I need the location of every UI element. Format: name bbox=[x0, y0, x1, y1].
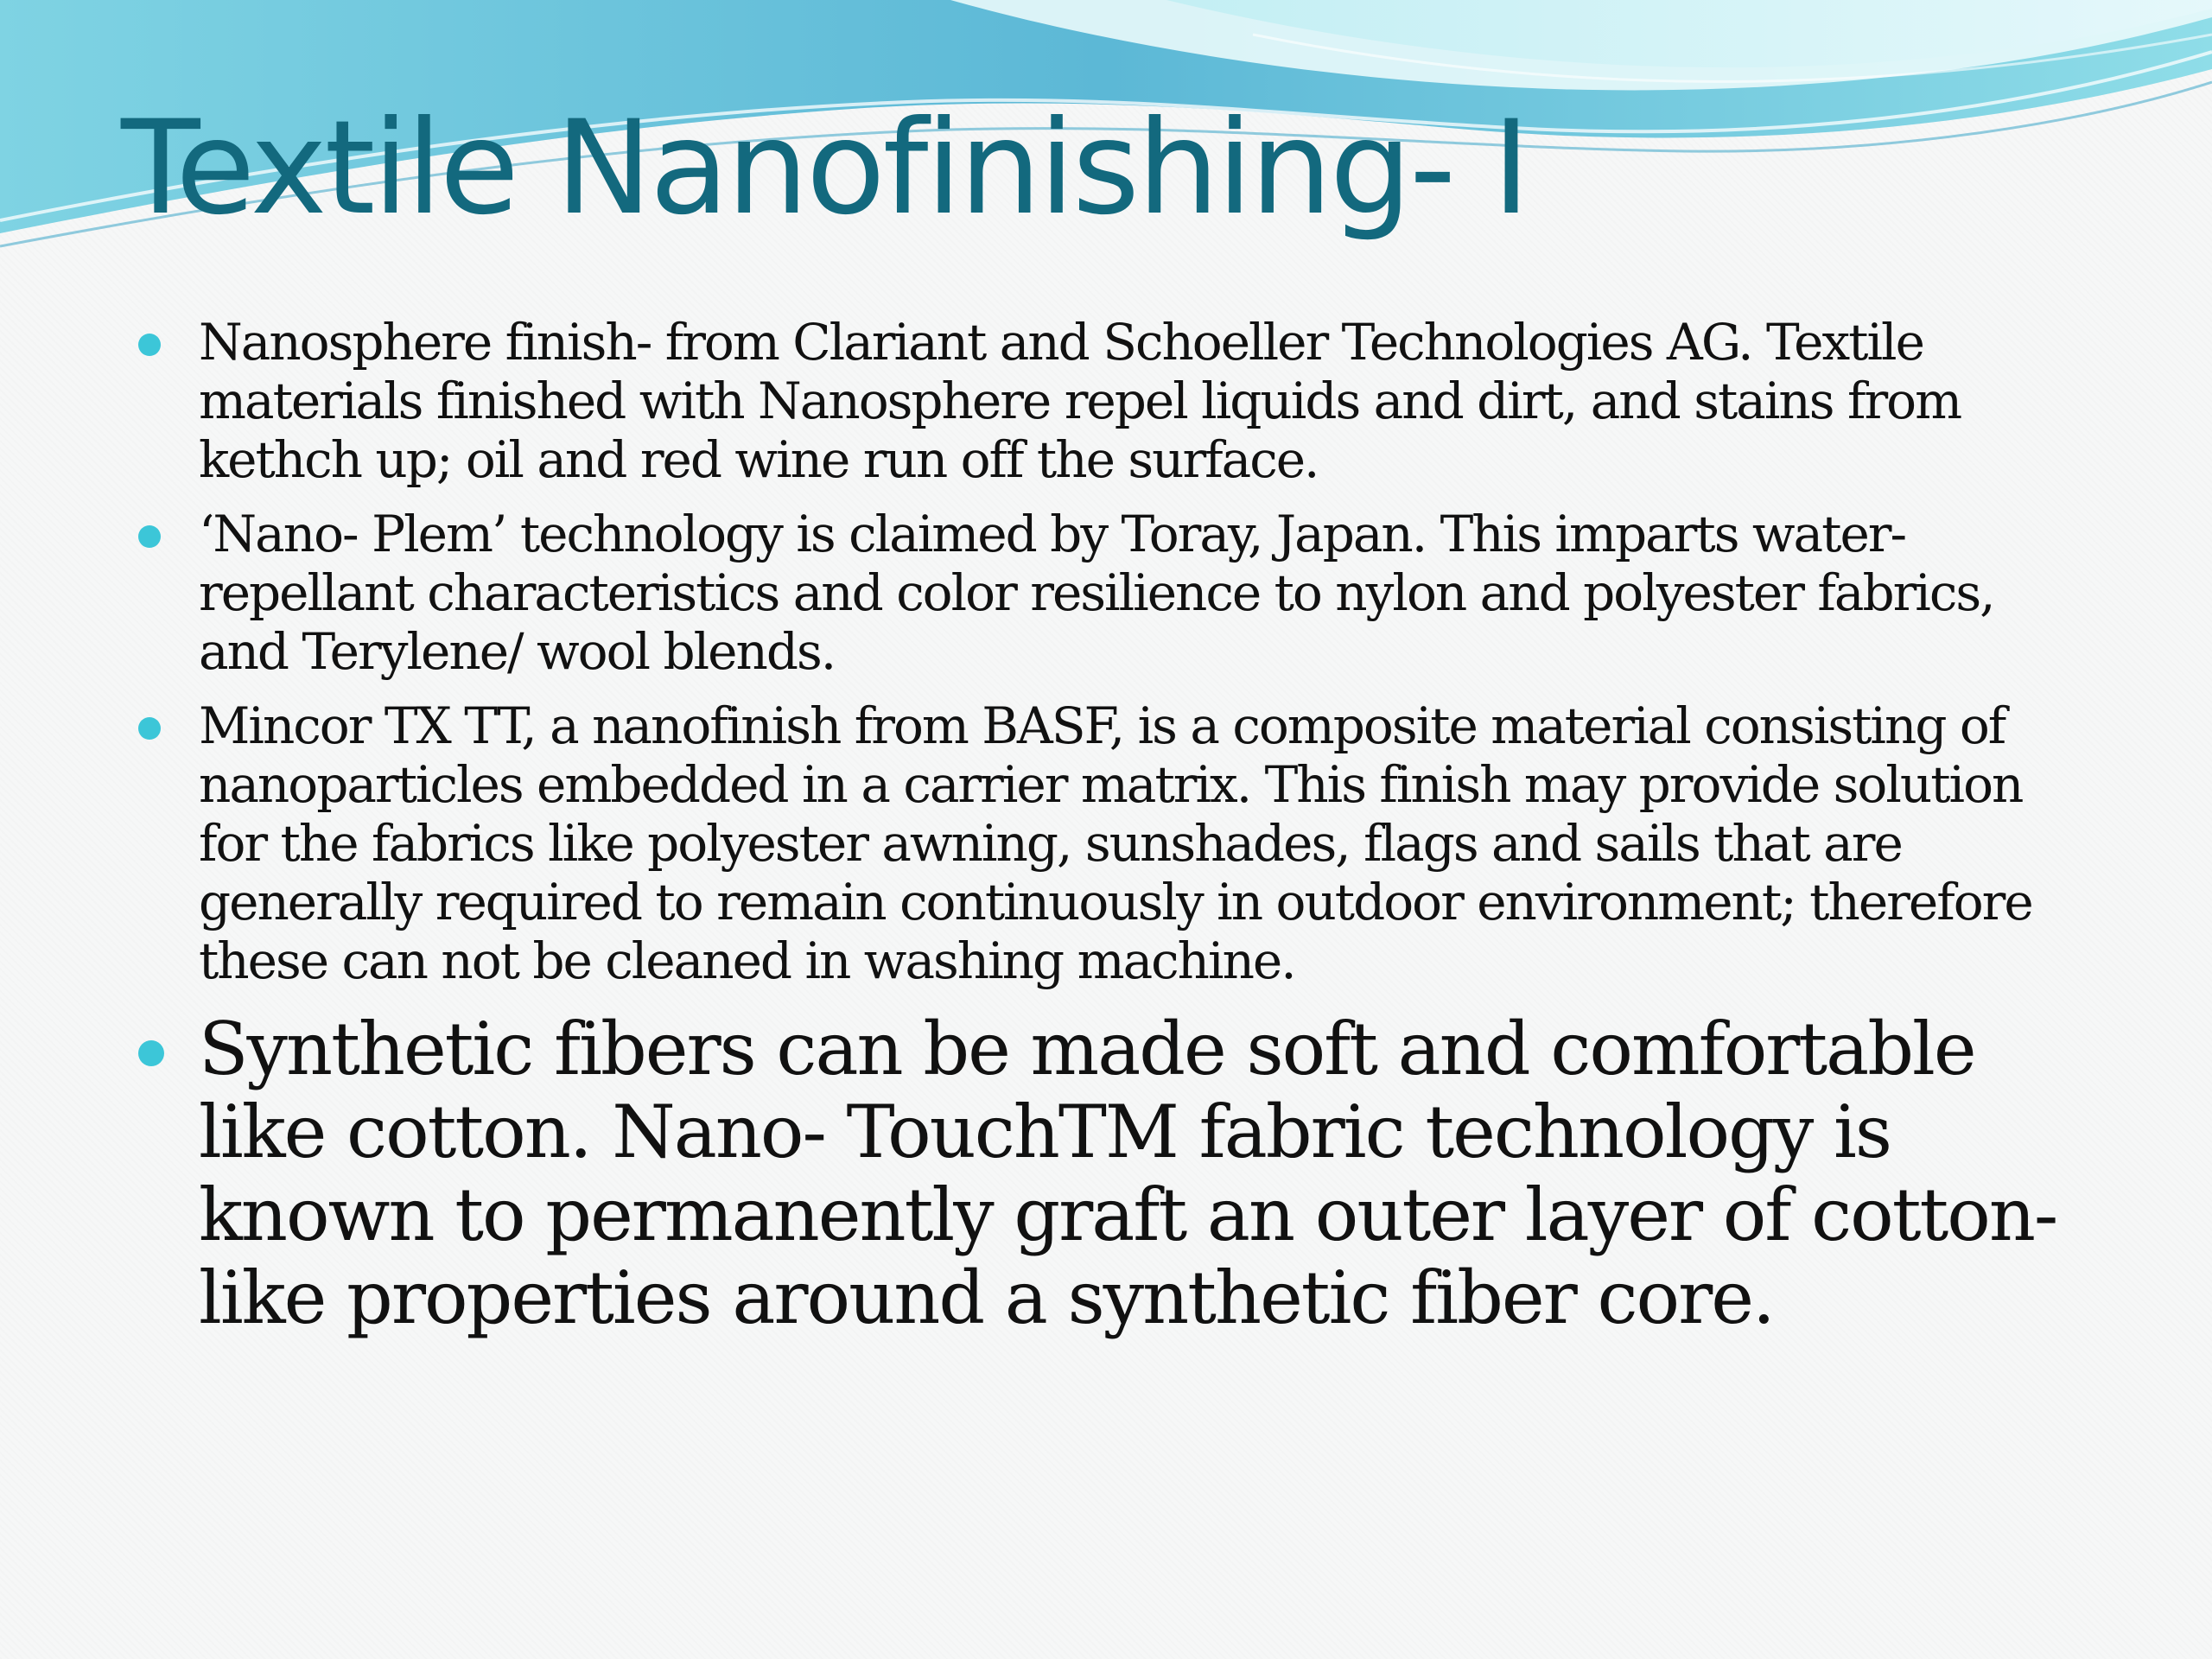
bullet-item bbox=[138, 313, 2082, 489]
bullet-text: Nanosphere finish- from Clariant and Schoeller Technologies AG. Textile materials finished with Nanosphere repel liquids and dirt, and stains from kethch up; oil and red wine run off the surface. bbox=[199, 313, 1961, 489]
bullet-item bbox=[138, 1007, 2082, 1339]
bullet-marker-icon bbox=[138, 717, 161, 740]
bullet-item bbox=[138, 505, 2082, 681]
bullet-marker-icon bbox=[138, 1040, 164, 1066]
bullet-item bbox=[138, 696, 2082, 990]
bullet-text: ‘Nano- Plem’ technology is claimed by Toray, Japan. This imparts water- repellant characteristics and color resilience to nylon and polyester fabrics, and Terylene/ wool blends. bbox=[199, 505, 1994, 681]
bullet-text: Synthetic fibers can be made soft and comfortable like cotton. Nano- TouchTM fabric technology is known to permanently graft an outer layer of cotton- like properties around a synthetic fiber core. bbox=[199, 1007, 2057, 1340]
slide-title: Textile Nanofinishing- I bbox=[121, 93, 1529, 244]
bullet-marker-icon bbox=[138, 525, 161, 548]
bullet-text: Mincor TX TT, a nanofinish from BASF, is a composite material consisting of nanoparticles embedded in a carrier matrix. This finish may provide solution for the fabrics like polyester awning, sunshades, flags and sails that are generally required to remain continuously in outdoor environment; therefore these can not be cleaned in washing machine. bbox=[199, 696, 2032, 990]
bullet-marker-icon bbox=[138, 334, 161, 356]
bullet-list bbox=[138, 313, 2082, 1339]
